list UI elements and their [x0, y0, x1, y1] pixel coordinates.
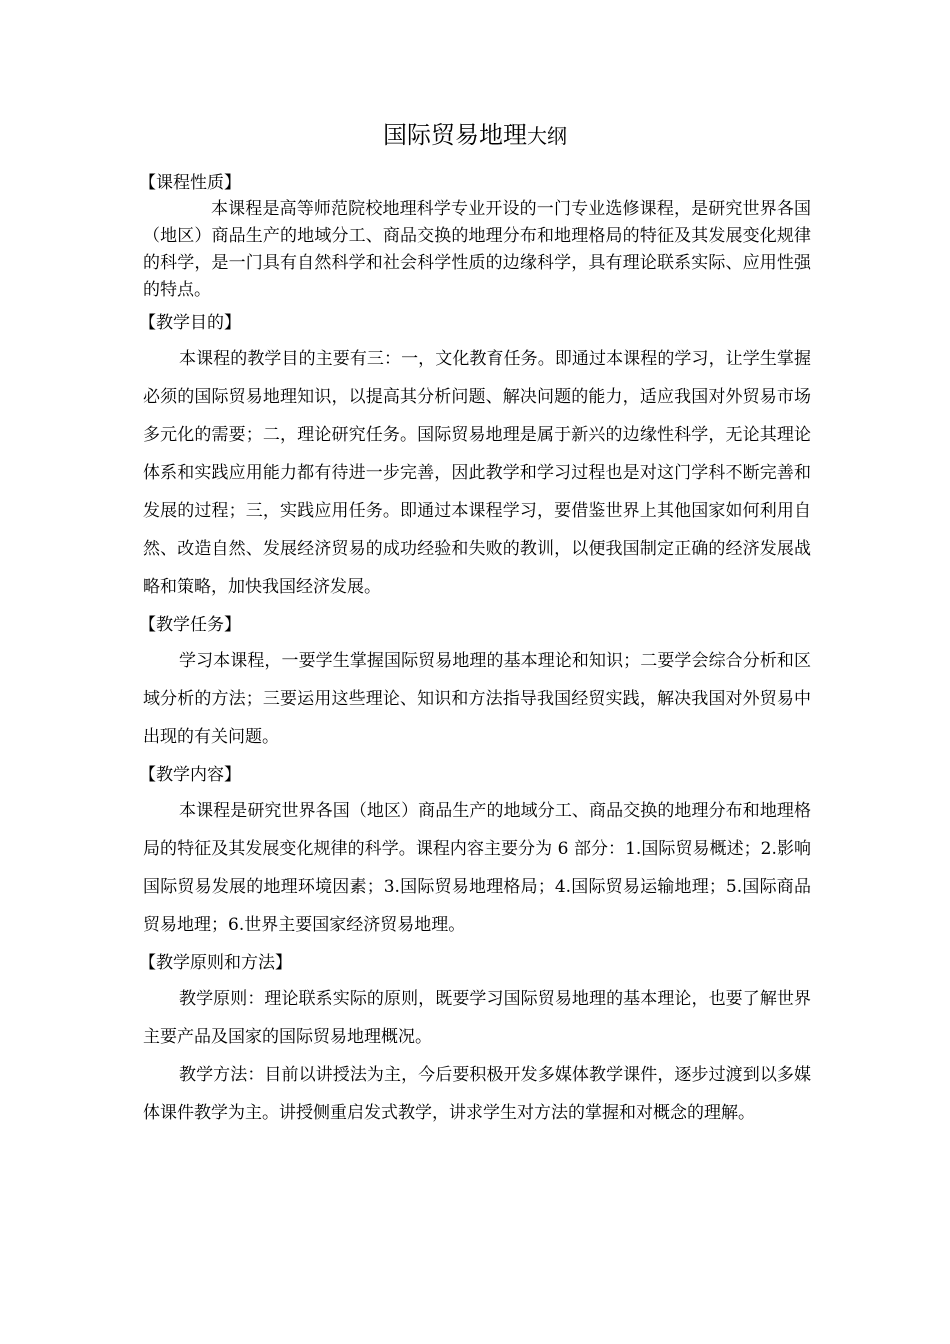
paragraph-task: 学习本课程，一要学生掌握国际贸易地理的基本理论和知识；二要学会综合分析和区域分析的方法；三要运用这些理论、知识和方法指导我国经贸实践，解决我国对外贸易中出现的有关问题。	[143, 651, 811, 747]
paragraph-goal: 本课程的教学目的主要有三：一，文化教育任务。即通过本课程的学习，让学生掌握必须的国际贸易地理知识，以提高其分析问题、解决问题的能力，适应我国对外贸易市场多元化的需要；二，理论研究任务。国际贸易地理是属于新兴的边缘性科学，无论其理论体系和实践应用能力都有待进一步完善，因此教学和学习过程也是对这门学科不断完善和发展的过程；三，实践应用任务。即通过本课程学习，要借鉴世界上其他国家如何利用自然、改造自然、发展经济贸易的成功经验和失败的教训，以便我国制定正确的经济发展战略和策略，加快我国经济发展。	[143, 349, 811, 597]
title-main: 国际贸易地理	[383, 121, 527, 149]
document-title	[0, 118, 950, 153]
paragraph-method: 教学方法：目前以讲授法为主，今后要积极开发多媒体教学课件，逐步过渡到以多媒体课件教学为主。讲授侧重启发式教学，讲求学生对方法的掌握和对概念的理解。	[143, 1065, 811, 1123]
section-heading-methods: 【教学原则和方法】	[139, 953, 292, 973]
paragraph-principle: 教学原则：理论联系实际的原则，既要学习国际贸易地理的基本理论，也要了解世界主要产品及国家的国际贸易地理概况。	[143, 989, 811, 1047]
section-heading-content: 【教学内容】	[139, 765, 241, 785]
document-body	[139, 170, 811, 1132]
section-heading-goal: 【教学目的】	[139, 313, 241, 333]
section-heading-nature: 【课程性质】	[139, 173, 241, 193]
title-sub: 大纲	[527, 124, 567, 148]
paragraph-content: 本课程是研究世界各国（地区）商品生产的地域分工、商品交换的地理分布和地理格局的特征及其发展变化规律的科学。课程内容主要分为 6 部分：1.国际贸易概述；2.影响国际贸易发展的地理环境因素；3.国际贸易地理格局；4.国际贸易运输地理；5.国际商品贸易地理；6.世界主要国家经济贸易地理。	[143, 801, 811, 935]
section-heading-task: 【教学任务】	[139, 615, 241, 635]
paragraph-nature: 本课程是高等师范院校地理科学专业开设的一门专业选修课程，是研究世界各国（地区）商品生产的地域分工、商品交换的地理分布和地理格局的特征及其发展变化规律的科学，是一门具有自然科学和社会科学性质的边缘科学，具有理论联系实际、应用性强的特点。	[143, 199, 811, 300]
